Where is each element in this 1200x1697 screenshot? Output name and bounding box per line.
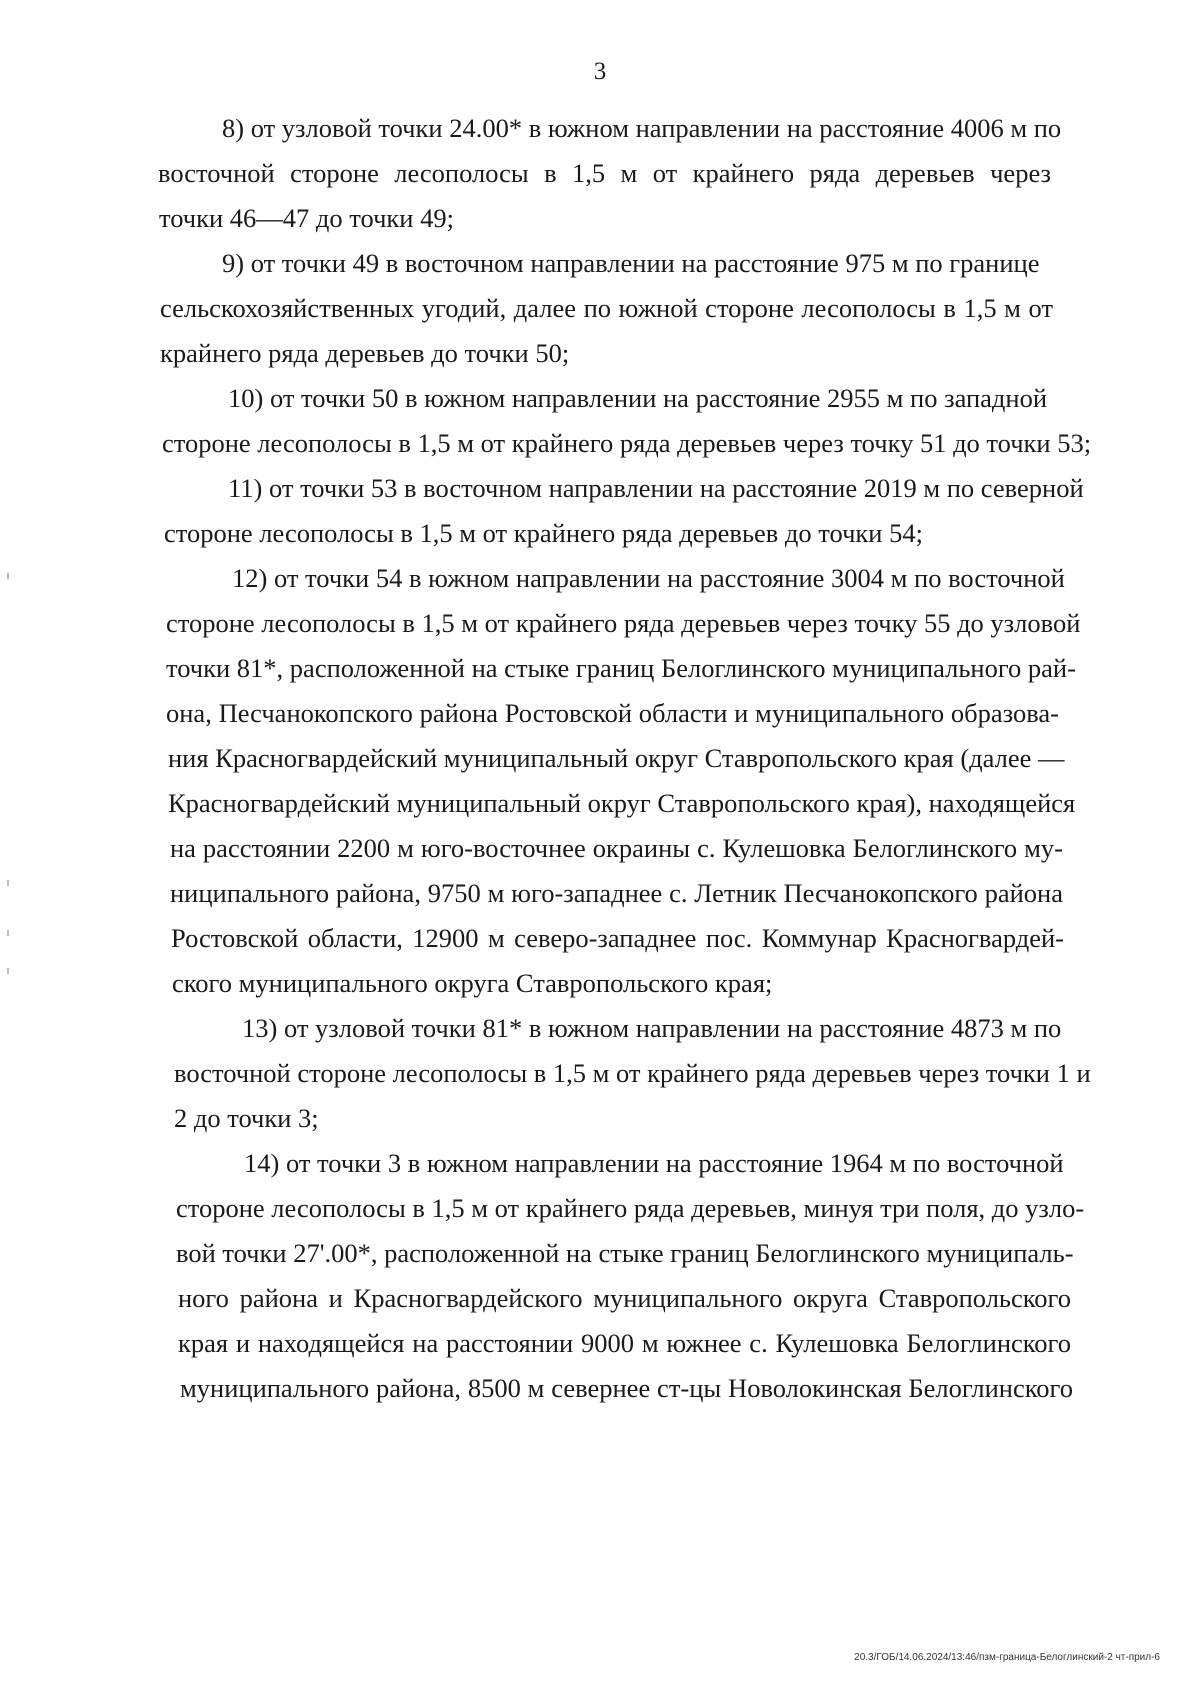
text-line: 14) от точки 3 в южном направлении на расстояние 1964 м по восточной bbox=[244, 1148, 1064, 1178]
scan-mark bbox=[7, 880, 9, 886]
text-line: восточной стороне лесополосы в 1,5 м от крайнего ряда деревьев через bbox=[158, 158, 1051, 188]
text-line: 2 до точки 3; bbox=[174, 1103, 319, 1133]
text-line: ного района и Красногвардейского муниципального округа Ставропольского bbox=[178, 1283, 1071, 1313]
text-line: точки 46—47 до точки 49; bbox=[159, 203, 454, 233]
text-line: на расстоянии 2200 м юго-восточнее окраины с. Кулешовка Белоглинского му- bbox=[170, 833, 1063, 863]
text-line: восточной стороне лесополосы в 1,5 м от крайнего ряда деревьев через точки 1 и bbox=[174, 1058, 1091, 1088]
page-number: 3 bbox=[593, 58, 607, 85]
text-line: точки 81*, расположенной на стыке границ Белоглинского муниципального рай- bbox=[166, 653, 1076, 683]
text-line: 12) от точки 54 в южном направлении на расстояние 3004 м по восточной bbox=[232, 563, 1065, 593]
text-line: 11) от точки 53 в восточном направлении на расстояние 2019 м по северной bbox=[228, 473, 1084, 503]
text-line: ния Красногвардейский муниципальный округ Ставропольского края (далее — bbox=[168, 743, 1065, 773]
scan-mark bbox=[7, 573, 9, 579]
footer-doc-code: 20.3/ГОБ/14.06.2024/13:46/пзм-граница-Белоглинский-2 чт-прил-6 bbox=[854, 1652, 1160, 1663]
text-line: 8) от узловой точки 24.00* в южном направлении на расстояние 4006 м по bbox=[222, 113, 1062, 143]
text-line: 9) от точки 49 в восточном направлении на расстояние 975 м по границе bbox=[222, 248, 1040, 278]
text-line: Ростовской области, 12900 м северо-западнее пос. Коммунар Красногвардей- bbox=[171, 923, 1064, 953]
text-line: она, Песчанокопского района Ростовской области и муниципального образова- bbox=[166, 698, 1059, 728]
text-line: стороне лесополосы в 1,5 м от крайнего ряда деревьев до точки 54; bbox=[164, 518, 923, 548]
text-line: вой точки 27'.00*, расположенной на стыке границ Белоглинского муниципаль- bbox=[176, 1238, 1074, 1268]
scan-mark bbox=[7, 968, 9, 974]
text-line: Красногвардейский муниципальный округ Ставропольского края), находящейся bbox=[168, 788, 1076, 818]
text-line: края и находящейся на расстоянии 9000 м южнее с. Кулешовка Белоглинского bbox=[178, 1328, 1071, 1358]
text-line: ниципального района, 9750 м юго-западнее с. Летник Песчанокопского района bbox=[170, 878, 1063, 908]
text-line: стороне лесополосы в 1,5 м от крайнего ряда деревьев через точку 51 до точки 53; bbox=[162, 428, 1092, 458]
text-line: стороне лесополосы в 1,5 м от крайнего ряда деревьев через точку 55 до узловой bbox=[166, 608, 1081, 638]
scan-mark bbox=[7, 930, 9, 936]
text-line: крайнего ряда деревьев до точки 50; bbox=[160, 338, 570, 368]
text-line: муниципального района, 8500 м севернее ст-цы Новолокинская Белоглинского bbox=[180, 1373, 1073, 1403]
text-line: сельскохозяйственных угодий, далее по южной стороне лесополосы в 1,5 м от bbox=[160, 293, 1053, 323]
text-line: 10) от точки 50 в южном направлении на расстояние 2955 м по западной bbox=[228, 383, 1048, 413]
text-line: 13) от узловой точки 81* в южном направлении на расстояние 4873 м по bbox=[242, 1013, 1062, 1043]
text-line: стороне лесополосы в 1,5 м от крайнего ряда деревьев, минуя три поля, до узло- bbox=[176, 1193, 1085, 1223]
text-line: ского муниципального округа Ставропольского края; bbox=[172, 968, 773, 998]
